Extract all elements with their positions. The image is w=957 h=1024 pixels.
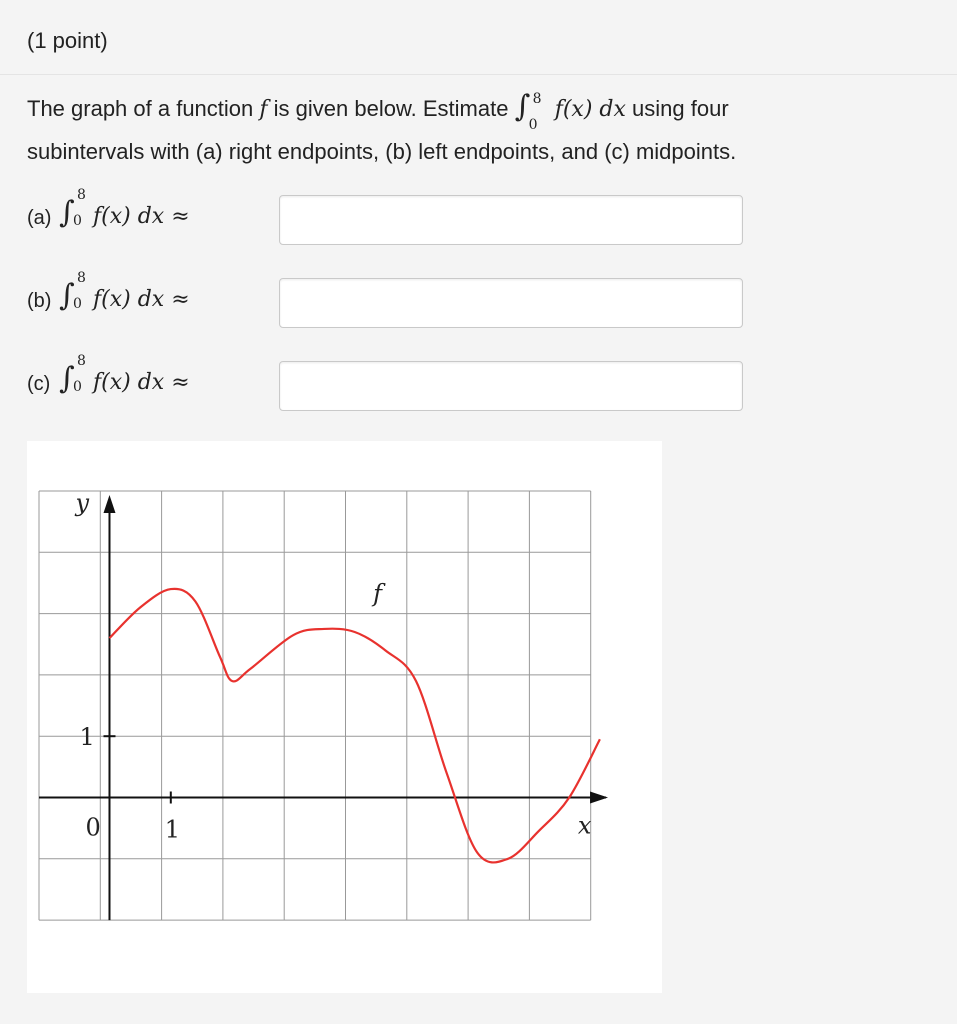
answer-input-b[interactable] — [279, 278, 743, 328]
x-tick-label: 1 — [164, 815, 181, 844]
curve-label: f — [373, 579, 382, 608]
x-axis-label: x — [577, 811, 592, 840]
integrand: f(x) dx — [554, 97, 626, 122]
integral-lower: 0 — [528, 117, 538, 133]
answer-row-c — [27, 353, 947, 415]
x-axis-arrow — [590, 792, 608, 804]
question-prompt — [27, 88, 927, 173]
prompt-text-4: subintervals with (a) right endpoints, (b) left endpoints, and (c) midpoints. — [27, 139, 737, 164]
points-label: (1 point) — [27, 28, 108, 53]
answer-expression-c: ∫ 8 0 f(x) dx ≈ — [59, 353, 190, 396]
answer-label-b: (b) — [27, 290, 52, 312]
y-axis-arrow — [103, 495, 115, 513]
answer-row-a — [27, 187, 947, 249]
origin-label: 0 — [85, 813, 101, 842]
function-curve — [109, 589, 599, 863]
function-graph — [27, 441, 662, 993]
y-tick-label: 1 — [79, 723, 95, 752]
graph-svg — [27, 441, 662, 993]
prompt-text-1: The graph of a function — [27, 96, 254, 121]
answer-expression-a: ∫ 8 0 f(x) dx ≈ — [59, 187, 190, 230]
answer-label-c: (c) — [27, 373, 51, 395]
prompt-text-3: using four — [632, 96, 729, 121]
integral-upper: 8 — [532, 91, 542, 107]
y-axis-label: y — [75, 489, 90, 517]
graph-grid — [39, 491, 591, 920]
answer-row-b — [27, 270, 947, 332]
answer-input-c[interactable] — [279, 361, 743, 411]
answer-label-a: (a) — [27, 207, 52, 229]
function-symbol: f — [259, 97, 268, 122]
answer-expression-b: ∫ 8 0 f(x) dx ≈ — [59, 270, 190, 313]
integral-sign: ∫ 8 0 — [515, 92, 549, 120]
divider — [0, 74, 957, 75]
prompt-text-2: is given below. Estimate — [273, 96, 509, 121]
answer-input-a[interactable] — [279, 195, 743, 245]
